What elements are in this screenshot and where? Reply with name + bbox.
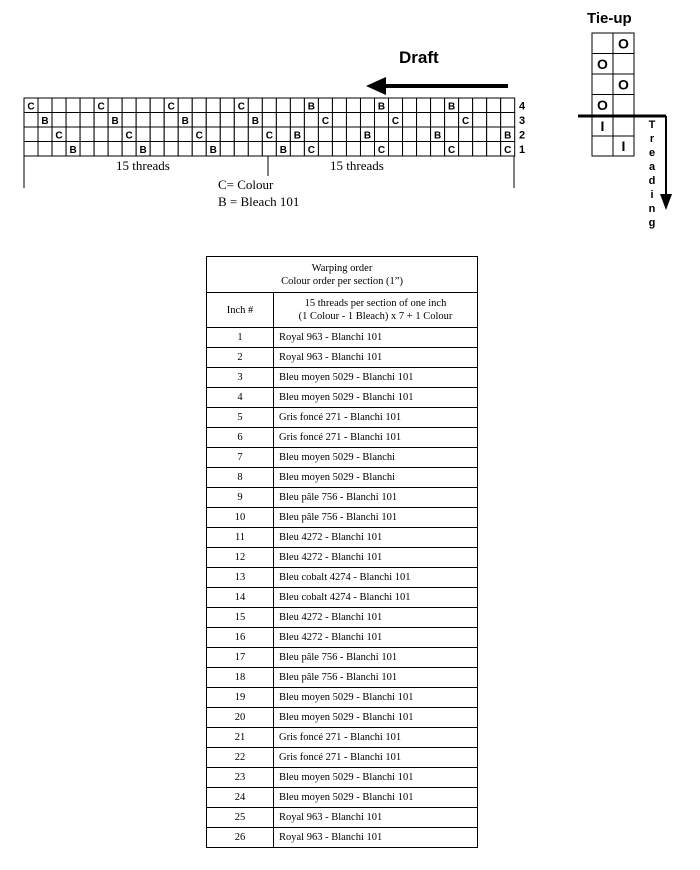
draft-cell-mark: B [41,115,49,127]
draft-cell [206,127,220,142]
draft-cell [445,127,459,142]
draft-cell [38,127,52,142]
draft-cell [150,142,164,157]
color-order-cell: Bleu cobalt 4274 - Blanchi 101 [274,568,478,588]
table-row [207,628,478,648]
inch-number-cell: 15 [207,608,274,628]
inch-number-cell: 19 [207,688,274,708]
col-header-threads-line2: (1 Colour - 1 Bleach) x 7 + 1 Colour [298,311,453,322]
inch-number-cell: 22 [207,748,274,768]
table-row [207,368,478,388]
treadling-cell [613,116,634,136]
draft-cell [94,113,108,128]
inch-number-cell: 6 [207,428,274,448]
treadling-cell [592,136,613,156]
draft-cell [332,113,346,128]
draft-cell [403,113,417,128]
draft-cell [178,98,192,113]
tieup-mark: O [597,96,608,113]
color-order-cell: Bleu pâle 756 - Blanchi 101 [274,488,478,508]
draft-cell [66,98,80,113]
inch-number-cell: 16 [207,628,274,648]
color-order-cell: Royal 963 - Blanchi 101 [274,828,478,848]
draft-cell [52,98,66,113]
section-label-2: 15 threads [330,158,384,173]
draft-cell [94,127,108,142]
color-order-cell: Bleu pâle 756 - Blanchi 101 [274,508,478,528]
draft-cell-mark: C [27,101,35,113]
shaft-label: 2 [519,129,526,142]
tieup-cell [613,95,634,116]
table-row [207,768,478,788]
table-title [207,257,478,293]
draft-cell [192,142,206,157]
shaft-label: 1 [519,143,526,156]
table-row [207,408,478,428]
draft-cell [150,113,164,128]
draft-cell [459,98,473,113]
draft-cell-mark: B [111,115,119,127]
draft-cell-mark: C [307,144,316,156]
draft-cell [403,127,417,142]
inch-number-cell: 5 [207,408,274,428]
draft-cell [332,142,346,157]
table-row [207,708,478,728]
draft-cell-mark: B [377,101,386,113]
draft-arrow-icon [366,77,508,95]
inch-number-cell: 7 [207,448,274,468]
draft-cell [234,127,248,142]
treadling-label [649,119,656,229]
draft-cell-mark: C [391,115,400,127]
inch-number-cell: 11 [207,528,274,548]
inch-number-cell: 20 [207,708,274,728]
draft-diagram [0,0,700,250]
draft-cell [501,98,515,113]
table-body [207,328,478,848]
draft-cell [122,142,136,157]
table-row [207,668,478,688]
draft-cell-mark: B [139,144,147,156]
shaft-labels [519,100,526,156]
draft-cell [318,98,332,113]
draft-cell [38,98,52,113]
draft-cell [403,98,417,113]
draft-cell-mark: B [504,130,512,142]
draft-cell [473,127,487,142]
tieup-grid [592,33,634,115]
inch-number-cell: 13 [207,568,274,588]
draft-cell-mark: C [125,130,133,142]
draft-cell [94,142,108,157]
draft-cell-mark: C [167,101,175,113]
draft-cell [389,98,403,113]
color-order-cell: Bleu moyen 5029 - Blanchi 101 [274,768,478,788]
draft-cell-mark: B [209,144,217,156]
color-order-cell: Gris foncé 271 - Blanchi 101 [274,728,478,748]
draft-cell-mark: C [97,101,105,113]
draft-cell [346,98,360,113]
draft-cell [262,113,276,128]
draft-cell [318,142,332,157]
tieup-mark: O [597,55,608,72]
tieup-mark: O [618,76,629,93]
draft-cell [220,127,234,142]
inch-number-cell: 25 [207,808,274,828]
shaft-label: 3 [519,114,526,127]
draft-cell [487,127,501,142]
draft-cell [150,98,164,113]
draft-cell [431,113,445,128]
draft-cell [360,98,374,113]
draft-cell [108,127,122,142]
draft-cell [234,142,248,157]
table-row [207,808,478,828]
color-order-cell: Bleu moyen 5029 - Blanchi 101 [274,688,478,708]
color-order-cell: Bleu moyen 5029 - Blanchi 101 [274,788,478,808]
inch-number-cell: 9 [207,488,274,508]
color-order-cell: Bleu cobalt 4274 - Blanchi 101 [274,588,478,608]
draft-cell [24,127,38,142]
color-order-cell: Bleu moyen 5029 - Blanchi [274,468,478,488]
draft-cell-mark: C [55,130,63,142]
draft-cell [290,98,304,113]
draft-cell [375,113,389,128]
draft-cell [164,113,178,128]
treadling-grid [592,116,634,156]
draft-cell [431,142,445,157]
table-row [207,548,478,568]
draft-cell [473,98,487,113]
draft-cell [487,98,501,113]
draft-cell-mark: B [363,130,372,142]
draft-cell [206,113,220,128]
table-row [207,508,478,528]
color-order-cell: Bleu 4272 - Blanchi 101 [274,628,478,648]
table-row [207,728,478,748]
treadling-label-text: T r e a d i n g [648,119,656,229]
draft-cell [24,113,38,128]
tieup-cell [592,33,613,54]
tieup-mark: O [618,35,629,52]
draft-cell [403,142,417,157]
draft-cell [52,142,66,157]
draft-cell [164,142,178,157]
inch-number-cell: 1 [207,328,274,348]
draft-cell [459,127,473,142]
draft-cell [346,127,360,142]
table-title-line1: Warping order [311,263,373,274]
draft-cell [473,142,487,157]
table-row [207,328,478,348]
draft-cell [346,142,360,157]
color-order-cell: Bleu pâle 756 - Blanchi 101 [274,668,478,688]
draft-cell-mark: B [293,130,302,142]
table-row [207,588,478,608]
draft-cell [445,113,459,128]
draft-cell [192,98,206,113]
table-row [207,528,478,548]
table-row [207,828,478,848]
draft-cell-mark: C [377,144,386,156]
color-order-cell: Royal 963 - Blanchi 101 [274,348,478,368]
draft-cell-mark: B [307,101,316,113]
draft-cell [487,142,501,157]
draft-cell [346,113,360,128]
draft-cell [501,113,515,128]
tieup-cell [613,54,634,75]
draft-cell-mark: B [181,115,189,127]
draft-cell [487,113,501,128]
table-row [207,348,478,368]
threading-grid [24,98,515,156]
draft-cell-mark: C [195,130,203,142]
color-order-cell: Bleu 4272 - Blanchi 101 [274,548,478,568]
shaft-label: 4 [519,100,526,113]
draft-cell [80,142,94,157]
draft-cell [248,98,262,113]
draft-cell [304,113,318,128]
inch-number-cell: 4 [207,388,274,408]
inch-number-cell: 21 [207,728,274,748]
color-order-cell: Gris foncé 271 - Blanchi 101 [274,428,478,448]
draft-cell [248,127,262,142]
draft-cell [417,142,431,157]
table-row [207,448,478,468]
draft-cell-mark: B [251,115,259,127]
inch-number-cell: 24 [207,788,274,808]
draft-cell [276,98,290,113]
draft-cell [332,98,346,113]
legend-bleach: B = Bleach 101 [218,194,300,209]
color-order-cell: Bleu moyen 5029 - Blanchi 101 [274,368,478,388]
draft-cell [290,142,304,157]
draft-cell [38,142,52,157]
inch-number-cell: 17 [207,648,274,668]
draft-cell [248,142,262,157]
color-order-cell: Bleu pâle 756 - Blanchi 101 [274,648,478,668]
draft-cell [136,98,150,113]
draft-cell [66,127,80,142]
draft-cell [136,127,150,142]
draft-cell [360,142,374,157]
draft-cell-mark: B [433,130,442,142]
draft-cell-mark: C [462,115,470,127]
draft-cell [66,113,80,128]
draft-cell [122,113,136,128]
draft-cell [108,98,122,113]
draft-cell-mark: B [69,144,77,156]
draft-cell [220,98,234,113]
col-header-inch: Inch # [207,293,274,328]
draft-cell [360,113,374,128]
draft-title: Draft [399,48,439,67]
inch-number-cell: 18 [207,668,274,688]
color-order-cell: Gris foncé 271 - Blanchi 101 [274,408,478,428]
table-row [207,568,478,588]
color-order-cell: Royal 963 - Blanchi 101 [274,328,478,348]
draft-cell [206,98,220,113]
draft-cell-mark: C [447,144,456,156]
draft-cell [80,98,94,113]
draft-cell [80,113,94,128]
draft-cell [178,142,192,157]
draft-cell [417,113,431,128]
draft-cell [276,127,290,142]
draft-cell [459,142,473,157]
color-order-cell: Bleu 4272 - Blanchi 101 [274,608,478,628]
draft-cell [332,127,346,142]
draft-cell [417,127,431,142]
inch-number-cell: 14 [207,588,274,608]
inch-number-cell: 8 [207,468,274,488]
inch-number-cell: 2 [207,348,274,368]
draft-cell [262,98,276,113]
col-header-threads-line1: 15 threads per section of one inch [304,298,447,309]
draft-cell [389,142,403,157]
tieup-title: Tie-up [587,10,632,27]
table-row [207,488,478,508]
draft-cell [431,98,445,113]
inch-number-cell: 12 [207,548,274,568]
draft-cell [276,113,290,128]
draft-cell [136,113,150,128]
inch-number-cell: 23 [207,768,274,788]
draft-cell [192,113,206,128]
draft-cell [417,98,431,113]
draft-cell [164,127,178,142]
draft-cell [220,113,234,128]
draft-cell [150,127,164,142]
draft-cell-mark: C [265,130,273,142]
tieup-cell [592,74,613,95]
color-order-cell: Bleu moyen 5029 - Blanchi 101 [274,708,478,728]
draft-cell [473,113,487,128]
legend-colour: C= Colour [218,177,274,192]
table-row [207,388,478,408]
draft-cell [290,113,304,128]
table-row [207,428,478,448]
table-title-line2: Colour order per section (1”) [281,276,403,287]
draft-cell [262,142,276,157]
draft-cell [234,113,248,128]
draft-cell [80,127,94,142]
table-row [207,788,478,808]
table-row [207,468,478,488]
color-order-cell: Bleu moyen 5029 - Blanchi 101 [274,388,478,408]
draft-cell [122,98,136,113]
inch-number-cell: 26 [207,828,274,848]
draft-cell [389,127,403,142]
draft-cell [375,127,389,142]
table-row [207,648,478,668]
col-header-threads [274,293,478,328]
draft-cell [178,127,192,142]
treadling-mark: I [621,138,626,154]
table-row [207,608,478,628]
inch-number-cell: 10 [207,508,274,528]
treadling-mark: I [600,118,605,134]
table-row [207,688,478,708]
draft-cell-mark: B [447,101,456,113]
warping-order-table [206,256,478,848]
draft-cell [304,127,318,142]
inch-number-cell: 3 [207,368,274,388]
table-row [207,748,478,768]
color-order-cell: Royal 963 - Blanchi 101 [274,808,478,828]
draft-cell [52,113,66,128]
draft-cell-mark: B [279,144,287,156]
draft-cell-mark: C [321,115,330,127]
color-order-cell: Gris foncé 271 - Blanchi 101 [274,748,478,768]
color-order-cell: Bleu 4272 - Blanchi 101 [274,528,478,548]
draft-cell [318,127,332,142]
draft-cell [108,142,122,157]
draft-cell [220,142,234,157]
treading-arrow-icon [660,116,672,210]
draft-cell [24,142,38,157]
draft-cell-mark: C [237,101,245,113]
section-label-1: 15 threads [116,158,170,173]
draft-cell-mark: C [504,144,512,156]
color-order-cell: Bleu moyen 5029 - Blanchi [274,448,478,468]
